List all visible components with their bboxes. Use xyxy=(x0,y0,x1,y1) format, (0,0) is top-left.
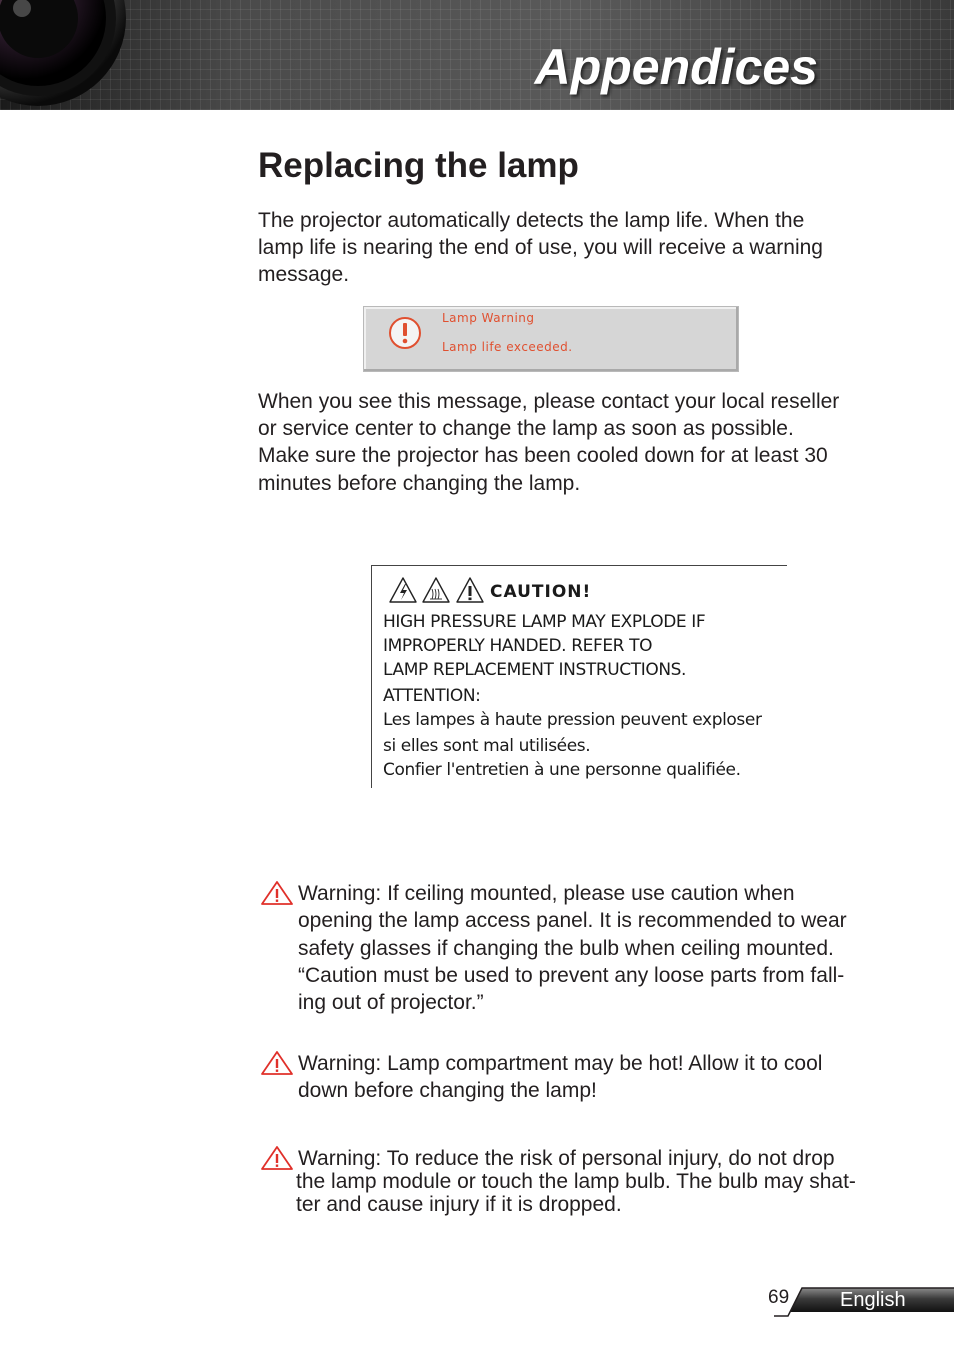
warning-line: ter and cause injury if it is dropped. xyxy=(296,1193,622,1216)
caution-line: Confier l'entretien à une personne qualifiée. xyxy=(383,760,741,780)
caution-line: IMPROPERLY HANDED. REFER TO xyxy=(383,636,653,656)
intro-line: lamp life is nearing the end of use, you will receive a warning xyxy=(258,236,823,259)
caution-label xyxy=(371,565,787,788)
caution-line: ATTENTION: xyxy=(383,686,481,706)
lamp-warning-dialog xyxy=(363,306,739,372)
lens-graphic xyxy=(0,0,140,110)
warning-line: ing out of projector.” xyxy=(298,991,484,1014)
warning-line: the lamp module or touch the lamp bulb. The bulb may shat- xyxy=(296,1170,856,1193)
header-banner xyxy=(0,0,954,110)
warning-triangle-icon xyxy=(260,1050,294,1076)
page-number: 69 xyxy=(768,1287,790,1308)
header-title: Appendices xyxy=(534,39,818,95)
caution-line: LAMP REPLACEMENT INSTRUCTIONS. xyxy=(383,660,687,680)
intro-line: The projector automatically detects the lamp life. When the xyxy=(258,209,805,232)
warning-line: safety glasses if changing the bulb when ceiling mounted. xyxy=(298,937,834,960)
warning-line: down before changing the lamp! xyxy=(298,1079,597,1102)
intro-line: message. xyxy=(258,263,350,286)
body-line: or service center to change the lamp as soon as possible. xyxy=(258,417,794,440)
warning-line: Warning: Lamp compartment may be hot! Allow it to cool xyxy=(298,1052,823,1075)
body-line: minutes before changing the lamp. xyxy=(258,472,581,495)
hazard-icons xyxy=(388,576,486,604)
caution-line: si elles sont mal utilisées. xyxy=(383,736,591,756)
section-title: Replacing the lamp xyxy=(258,146,579,185)
warning-triangle-icon xyxy=(260,880,294,906)
caution-title: CAUTION! xyxy=(490,582,592,602)
body-line: Make sure the projector has been cooled down for at least 30 xyxy=(258,444,828,467)
footer-language: English xyxy=(840,1289,906,1311)
warning-triangle-icon xyxy=(260,1145,294,1171)
warning-line: opening the lamp access panel. It is recommended to wear xyxy=(298,909,847,932)
alert-icon xyxy=(388,316,422,350)
warning-line: Warning: If ceiling mounted, please use caution when xyxy=(298,882,795,905)
caution-line: HIGH PRESSURE LAMP MAY EXPLODE IF xyxy=(383,612,706,632)
dialog-message: Lamp life exceeded. xyxy=(442,340,573,354)
dialog-title: Lamp Warning xyxy=(442,311,535,325)
warning-line: “Caution must be used to prevent any loose parts from fall- xyxy=(298,964,845,987)
caution-line: Les lampes à haute pression peuvent exploser xyxy=(383,710,762,730)
warning-line: Warning: To reduce the risk of personal injury, do not drop xyxy=(298,1147,835,1170)
body-line: When you see this message, please contact your local reseller xyxy=(258,390,840,413)
